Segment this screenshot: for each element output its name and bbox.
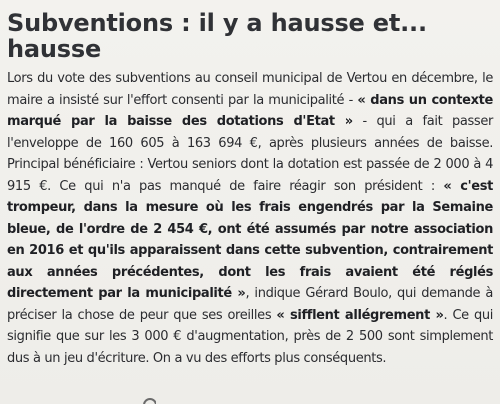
body-quote-mayor: « dans un contexte marqué par la baisse des dotations d'Etat » — [7, 92, 493, 129]
body-segment-conclusion: . Ce qui signifie que sur les 3 000 € d'augmentation, près de 2 500 sont simplement dus à un jeu d'écriture. On a vu des efforts plus conséquents. — [7, 307, 493, 366]
body-segment-intro: Lors du vote des subventions au conseil municipal de Vertou en décembre, le maire a insisté sur l'effort consenti par la municipalité - — [7, 71, 493, 108]
article-body — [7, 68, 493, 369]
body-quote-president: « c'est trompeur, dans la mesure où les frais engendrés par la Semaine bleue, de l'ordre de 2 454 €, ont été assumés par notre association en 2016 et qu'ils apparaissent dans cette subvention, contrairement aux années précédentes, dont les frais avaient été réglés directement par la municipalité » — [7, 178, 493, 301]
article-headline: Subventions : il y a hausse et... hausse — [7, 9, 427, 63]
body-segment-budget: - qui a fait passer l'enveloppe de 160 605 à 163 694 €, après plusieurs années de baisse. Principal bénéficiaire : Vertou seniors dont la dotation est passée de 2 000 à 4 915 €. Ce qui n'a pas manqué de faire réagir son président : — [7, 114, 493, 194]
body-quote-ears: « sifflent allégrement » — [276, 307, 444, 323]
body-segment-attribution: , indique Gérard Boulo, qui demande à préciser la chose de peur que ses oreilles — [7, 286, 493, 323]
cropped-next-column-glyph — [140, 398, 156, 404]
